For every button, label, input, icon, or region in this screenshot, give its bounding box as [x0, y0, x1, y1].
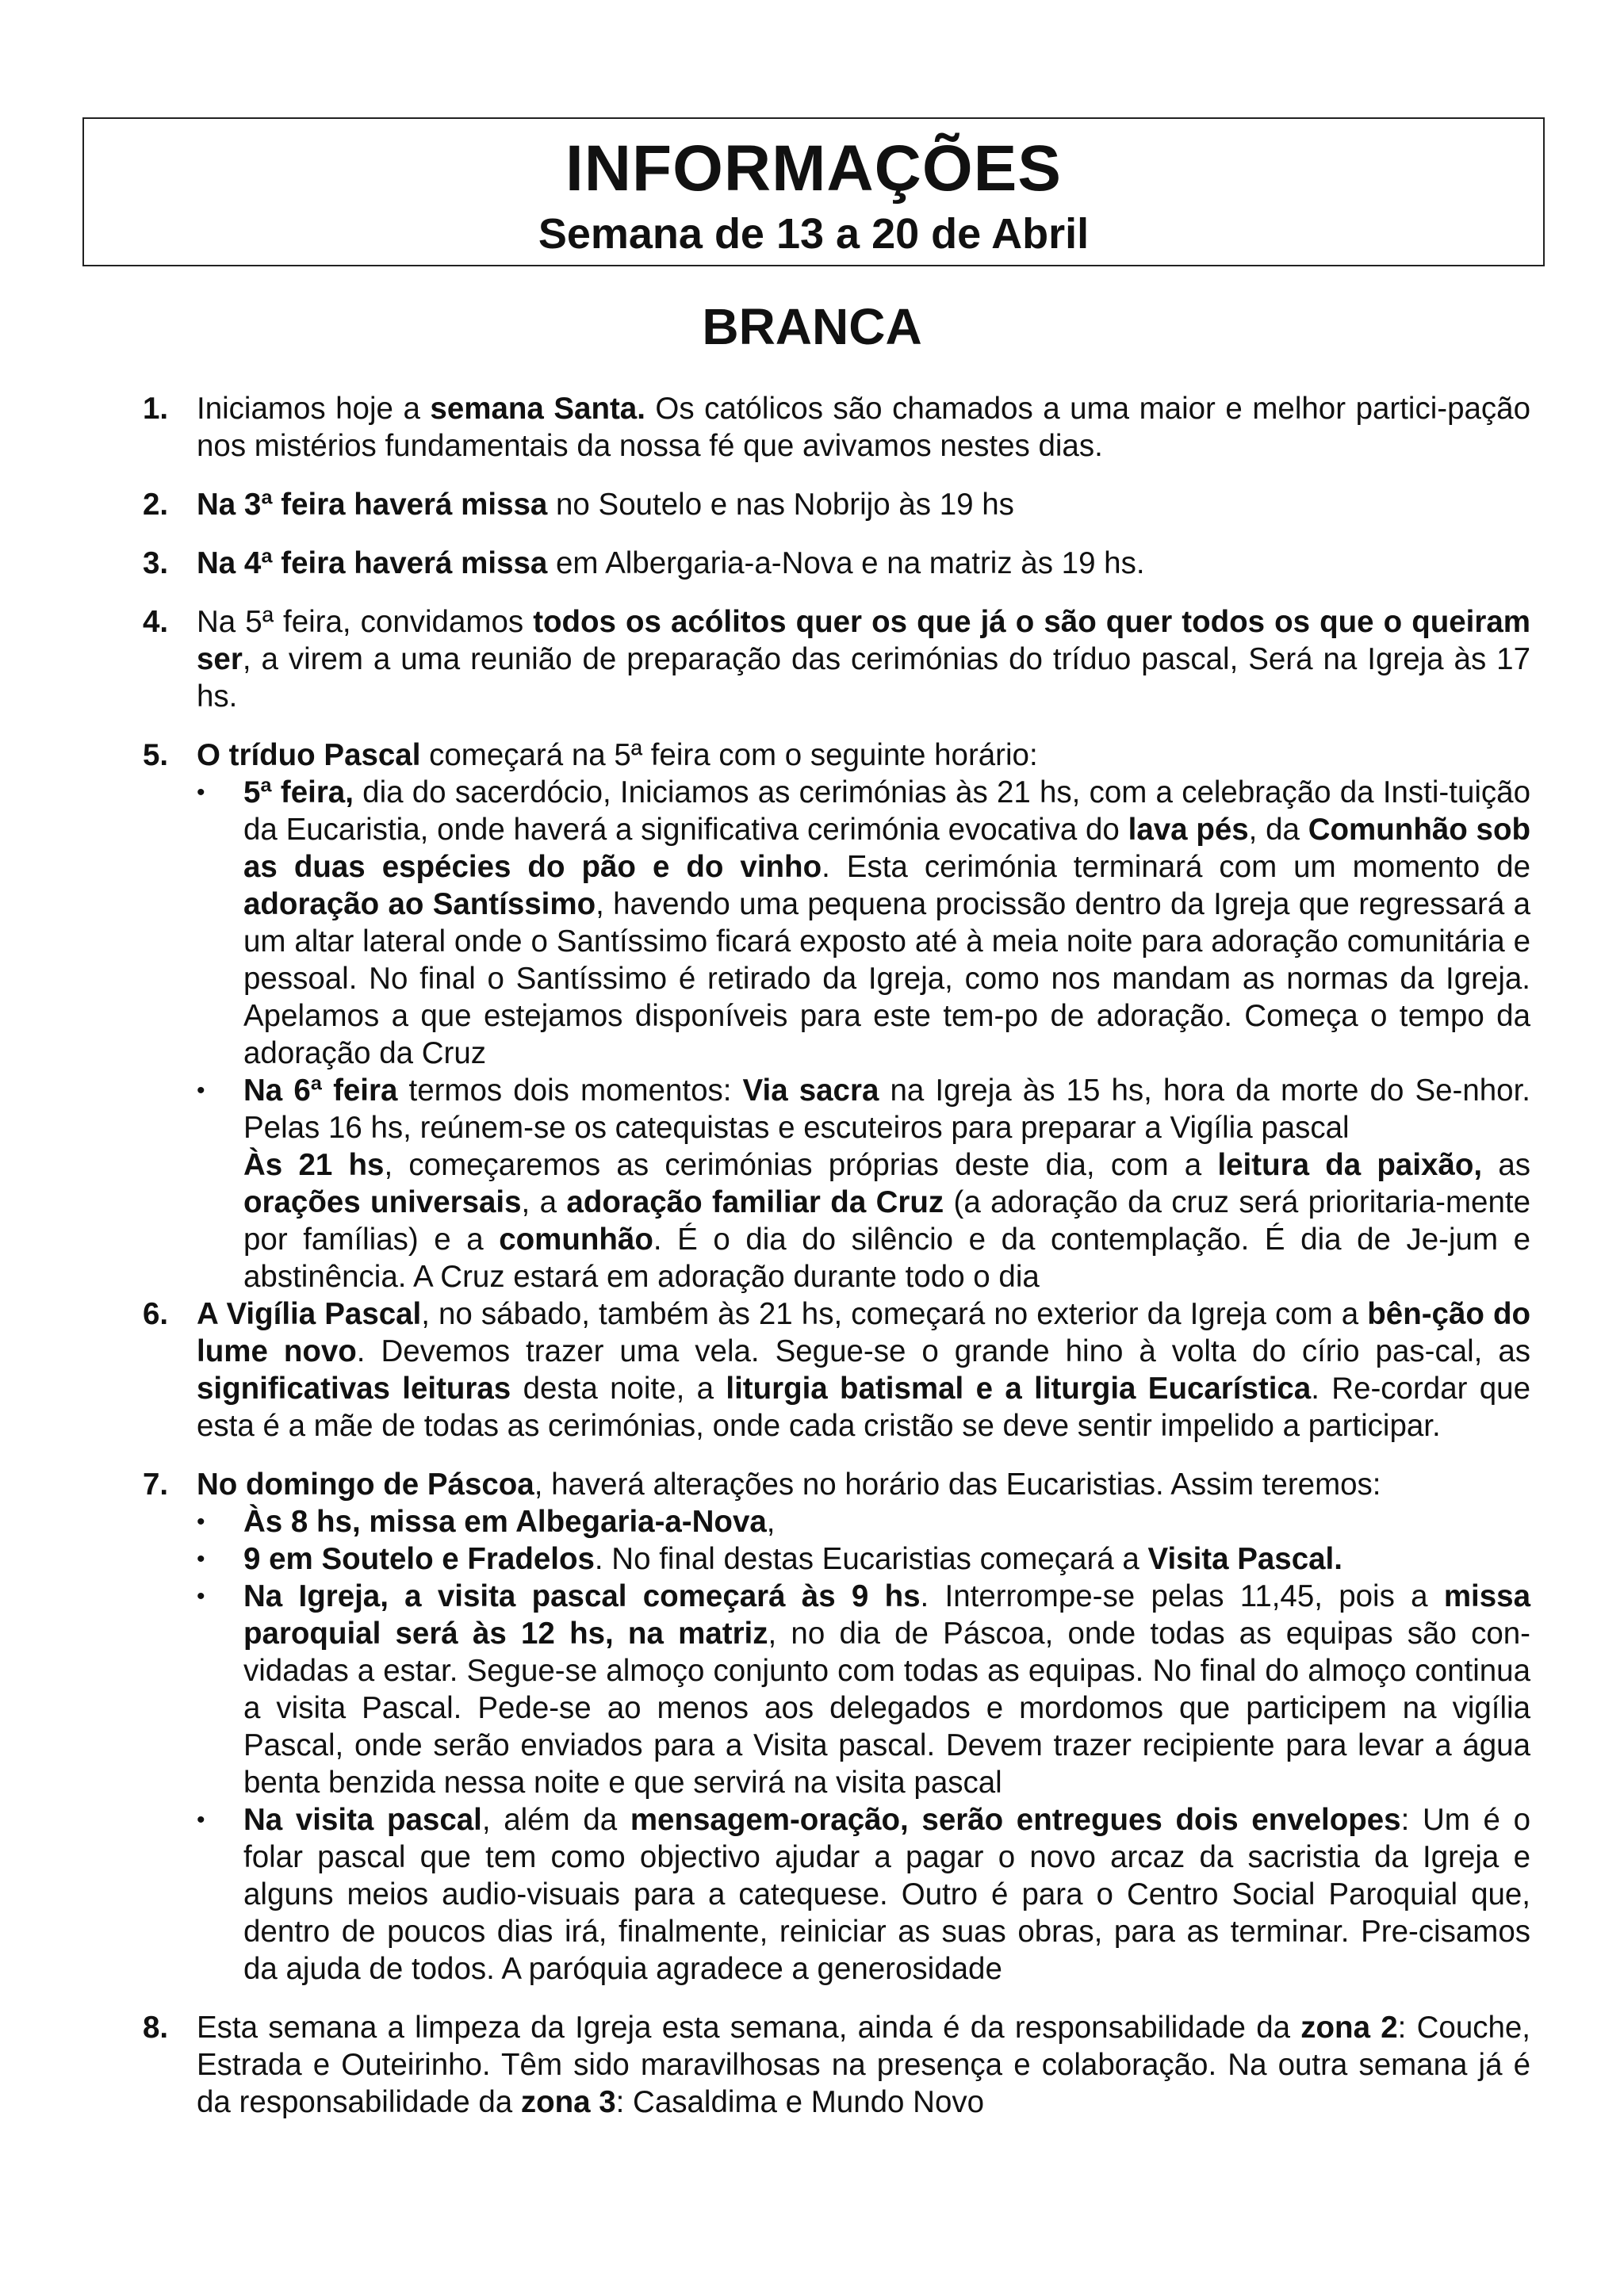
- text-run: . Devemos trazer uma vela. Segue-se o grande hino à volta do círio pas-cal, as: [356, 1334, 1530, 1368]
- bold-text: Na Igreja, a visita pascal começará às 9 hs: [243, 1579, 921, 1613]
- bold-text: leitura da paixão,: [1217, 1148, 1483, 1182]
- bold-text: Na 6ª feira: [243, 1073, 398, 1108]
- bullet-item-2: [197, 1540, 1530, 1578]
- announcement-item-3: [143, 545, 1530, 582]
- bold-text: Na visita pascal: [243, 1803, 482, 1837]
- text-run: Na 5ª feira, convidamos: [197, 605, 534, 639]
- bold-text: Às 8 hs, missa em Albegaria-a-Nova: [243, 1505, 767, 1539]
- text-run: . É o dia do silêncio e da contemplação. É dia de Je-jum e abstinência. A Cruz estará em adoração durante todo o dia: [243, 1223, 1530, 1294]
- item-text: [197, 2009, 1530, 2121]
- text-run: , a: [521, 1185, 567, 1219]
- item-number: 3.: [143, 546, 169, 580]
- text-run: termos dois momentos:: [397, 1073, 743, 1108]
- header-box: [82, 117, 1545, 266]
- item-text: [197, 486, 1530, 523]
- bullet-icon: •: [197, 1807, 205, 1833]
- bold-text: bên-ção do lume novo: [197, 1297, 1530, 1368]
- bold-text: orações universais: [243, 1185, 522, 1219]
- bullet-item-3: [197, 1578, 1530, 1801]
- announcement-list: [143, 390, 1530, 2142]
- bold-text: comunhão: [499, 1223, 653, 1257]
- text-run: na Igreja às 15 hs, hora da morte do Se-nhor. Pelas 16 hs, reúnem-se os catequistas e escuteiros para preparar a Vigília pascal: [243, 1073, 1530, 1145]
- bold-text: No domingo de Páscoa: [197, 1468, 534, 1502]
- bold-text: Visita Pascal.: [1147, 1542, 1342, 1576]
- bold-text: todos os acólitos quer os que já o são quer todos os que o queiram ser: [197, 605, 1530, 676]
- text-run: . Re-cordar que esta é a mãe de todas as cerimónias, onde cada cristão se deve sentir impelido a participar.: [197, 1372, 1531, 1443]
- bold-text: Na 4ª feira haverá missa: [197, 546, 548, 580]
- item-text: [197, 603, 1530, 715]
- bullet-icon: •: [197, 1583, 205, 1609]
- bold-text: Via sacra: [742, 1073, 879, 1108]
- bold-text: liturgia batismal e a liturgia Eucarística: [726, 1372, 1312, 1406]
- bold-text: significativas leituras: [197, 1372, 511, 1406]
- bold-text: Às 21 hs: [243, 1148, 385, 1182]
- bold-text: lava pés: [1128, 813, 1249, 847]
- text-run: (a adoração da cruz será prioritaria-mente por famílias) e a: [243, 1185, 1530, 1257]
- text-run: as: [1482, 1148, 1530, 1182]
- bold-text: O tríduo Pascal: [197, 738, 421, 772]
- bold-text: zona 3: [520, 2085, 616, 2119]
- bullet-icon: •: [197, 1546, 205, 1572]
- text-run: , da: [1248, 813, 1308, 847]
- bold-text: 5ª feira,: [243, 775, 354, 809]
- bullet-icon: •: [197, 1077, 205, 1104]
- page-title: INFORMAÇÕES: [565, 132, 1062, 205]
- bullet-item-1: [197, 774, 1530, 1072]
- announcement-item-1: [143, 390, 1530, 465]
- text-run: : Casaldima e Mundo Novo: [615, 2085, 985, 2119]
- item-number: 1.: [143, 392, 169, 426]
- text-run: , começaremos as cerimónias próprias deste dia, com a: [384, 1148, 1218, 1182]
- item-number: 2.: [143, 488, 169, 522]
- text-run: ,: [766, 1505, 776, 1539]
- bold-text: Na 3ª feira haverá missa: [197, 488, 548, 522]
- bullet-item-1: [197, 1503, 1530, 1540]
- text-run: : Couche, Estrada e Outeirinho. Têm sido maravilhosas na presença e colaboração. Na outra semana já é da responsabilidade da: [197, 2011, 1531, 2119]
- item-number: 6.: [143, 1297, 169, 1331]
- bold-text: 9 em Soutelo e Fradelos: [243, 1542, 595, 1576]
- text-run: começará na 5ª feira com o seguinte horário:: [420, 738, 1038, 772]
- announcement-item-6: [143, 1295, 1530, 1445]
- text-run: . Esta cerimónia terminará com um momento de: [822, 850, 1530, 884]
- announcement-item-2: [143, 486, 1530, 523]
- text-run: no Soutelo e nas Nobrijo às 19 hs: [547, 488, 1014, 522]
- bold-text: Comunhão sob as duas espécies do pão e do vinho: [243, 813, 1530, 884]
- item-number: 4.: [143, 605, 169, 639]
- bold-text: semana Santa.: [430, 392, 645, 426]
- text-run: , no dia de Páscoa, onde todas as equipas são con-vidadas a estar. Segue-se almoço conjunto com todas as equipas. No final do almoço continua a visita Pascal. Pede-se ao menos aos delegados e mordomos que participem na vigília Pascal, onde serão enviados para a Visita pascal. Devem trazer recipiente para levar a água benta benzida nessa noite e que servirá na visita pascal: [243, 1617, 1531, 1800]
- text-run: , no sábado, também às 21 hs, começará no exterior da Igreja com a: [421, 1297, 1368, 1331]
- announcement-item-5: [143, 737, 1530, 1295]
- text-run: , além da: [481, 1803, 630, 1837]
- text-run: , a virem a uma reunião de preparação das cerimónias do tríduo pascal, Será na Igreja às 17 hs.: [197, 642, 1530, 714]
- bold-text: adoração ao Santíssimo: [243, 887, 596, 921]
- text-run: . No final destas Eucaristias começará a: [594, 1542, 1148, 1576]
- item-number: 5.: [143, 738, 169, 772]
- announcement-item-8: [143, 2009, 1530, 2121]
- text-run: dia do sacerdócio, Iniciamos as cerimónias às 21 hs, com a celebração da Insti-tuição da Eucaristia, onde haverá a significativa cerimónia evocativa do: [243, 775, 1530, 847]
- section-title: BRANCA: [702, 298, 922, 355]
- bold-text: missa paroquial será às 12 hs, na matriz: [243, 1579, 1530, 1651]
- text-run: Iniciamos hoje a: [197, 392, 431, 426]
- item-text: [197, 1466, 1530, 1503]
- bullet-icon: •: [197, 1509, 205, 1535]
- item-text: [197, 545, 1530, 582]
- bullet-item-2: [197, 1072, 1530, 1295]
- text-run: , haverá alterações no horário das Eucaristias. Assim teremos:: [534, 1468, 1381, 1502]
- item-text: [197, 390, 1530, 465]
- bullet-item-4: [197, 1801, 1530, 1988]
- bold-text: adoração familiar da Cruz: [566, 1185, 944, 1219]
- bold-text: zona 2: [1300, 2011, 1398, 2045]
- text-run: desta noite, a: [511, 1372, 726, 1406]
- announcement-item-7: [143, 1466, 1530, 1988]
- text-run: em Albergaria-a-Nova e na matriz às 19 hs.: [547, 546, 1145, 580]
- item-text: [197, 737, 1530, 774]
- text-run: : Um é o folar pascal que tem como objectivo ajudar a pagar o novo arcaz da sacristia da Igreja e alguns meios audio-visuais para a catequese. Outro é para o Centro Social Paroquial que, dentro de poucos dias irá, finalmente, reiniciar as suas obras, para as terminar. Pre-cisamos da ajuda de todos. A paróquia agradece a generosidade: [243, 1803, 1530, 1986]
- bold-text: A Vigília Pascal: [197, 1297, 422, 1331]
- item-text: [197, 1295, 1530, 1445]
- item-number: 8.: [143, 2011, 169, 2045]
- bullet-icon: •: [197, 779, 205, 806]
- text-run: Esta semana a limpeza da Igreja esta semana, ainda é da responsabilidade da: [197, 2011, 1301, 2045]
- text-run: Os católicos são chamados a uma maior e melhor partici-pação nos mistérios fundamentais da nossa fé que avivamos nestes dias.: [197, 392, 1530, 463]
- item-number: 7.: [143, 1468, 169, 1502]
- text-run: , havendo uma pequena procissão dentro da Igreja que regressará a um altar lateral onde o Santíssimo ficará exposto até à meia noite para adoração comunitária e pessoal. No final o Santíssimo é retirado da Igreja, como nos mandam as normas da Igreja. Apelamos a que estejamos disponíveis para este tem-po de adoração. Começa o tempo da adoração da Cruz: [243, 887, 1530, 1070]
- page-subtitle: Semana de 13 a 20 de Abril: [538, 210, 1090, 258]
- text-run: . Interrompe-se pelas 11,45, pois a: [920, 1579, 1444, 1613]
- announcement-item-4: [143, 603, 1530, 715]
- bold-text: mensagem-oração, serão entregues dois envelopes: [630, 1803, 1401, 1837]
